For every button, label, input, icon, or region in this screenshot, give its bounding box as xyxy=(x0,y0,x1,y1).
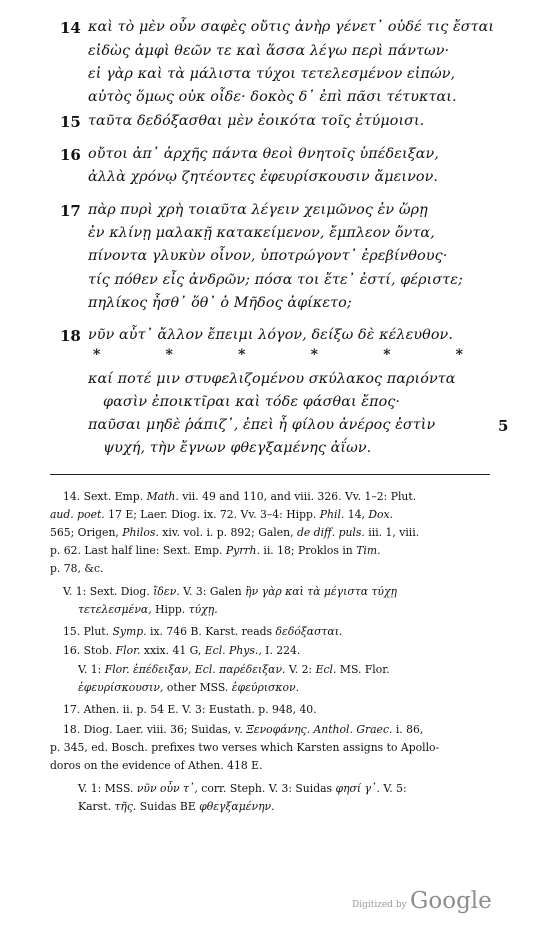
verse-line: ταῦτα δεδόξασθαι μὲν ἐοικότα τοῖς ἐτύμοισι. xyxy=(88,113,425,129)
footnote-text: ii. 18; Proklos in xyxy=(259,544,357,557)
verse-line: νῦν αὖτ᾽ ἄλλον ἔπειμι λόγον, δείξω δὲ κέλευθον. xyxy=(88,327,453,343)
footnote-text: παρέδειξαν. xyxy=(219,663,286,676)
footnote-text: V. 1: MSS. xyxy=(78,782,137,795)
footnote-text: Hipp. xyxy=(151,603,189,616)
asterisk: * xyxy=(238,347,246,363)
footnote-text: 17 E; Laer. Diog. ix. 72. Vv. 3–4: Hipp. xyxy=(104,508,320,521)
fragment-number-15: 15 xyxy=(60,113,81,131)
footnote-text: τετελεσμένα, xyxy=(78,603,152,616)
footnote-text: V. 3: Galen xyxy=(179,585,246,598)
footnote-line xyxy=(50,562,103,575)
footnote-divider xyxy=(50,474,490,475)
footnote-text: τύχῃ. xyxy=(188,603,218,616)
footnote-line xyxy=(50,508,393,521)
footnote-text: ἐφευρίσκουσιν, xyxy=(78,681,164,694)
footnote-text: other MSS. xyxy=(163,681,232,694)
footnote-text: p. 78, &c. xyxy=(50,562,104,575)
footnote-line xyxy=(63,723,423,736)
footnote-text: Karst. xyxy=(78,800,115,813)
footnote-line xyxy=(78,603,218,616)
footnote-text: V. 1: xyxy=(78,663,105,676)
footnote-text: V. 1: Sext. Diog. xyxy=(63,585,154,598)
footnote-line xyxy=(63,585,397,598)
footnote-text: 565; Origen, xyxy=(50,526,123,539)
footnote-text: Ecl. xyxy=(194,663,216,676)
verse-line: ἀλλὰ χρόνῳ ζητέοντες ἐφευρίσκουσιν ἄμεινον. xyxy=(88,169,439,185)
verse-line: καὶ τὸ μὲν οὖν σαφὲς οὔτις ἀνὴρ γένετ᾽ οὐδέ τις ἔσται xyxy=(88,19,495,35)
verse-line: εἰδὼς ἀμφὶ θεῶν τε καὶ ἅσσα λέγω περὶ πάντων· xyxy=(88,43,450,59)
footnote-line xyxy=(50,544,381,557)
footnote-text: 15. Plut. xyxy=(63,625,113,638)
footnote-text: aud. poet. xyxy=(50,508,105,521)
lacuna-asterisks xyxy=(93,347,463,363)
footnote-text: 14, xyxy=(344,508,369,521)
footnote-text: ἐπέδειξαν, xyxy=(133,663,192,676)
footnote-text: Suidas BE xyxy=(136,800,200,813)
footnote-line xyxy=(78,800,275,813)
footnote-text: Tim. xyxy=(356,544,381,557)
footnote-text: ἢν γὰρ καὶ τὰ μέγιστα τύχῃ xyxy=(245,585,397,598)
footnote-text: νῦν οὖν τ᾽, xyxy=(136,782,198,795)
footnote-text: Ecl. Phys., xyxy=(204,644,262,657)
verse-line: ἐν κλίνῃ μαλακῇ κατακείμενον, ἔμπλεον ὄντα, xyxy=(88,225,435,241)
verse-line: φασὶν ἐποικτῖραι καὶ τόδε φάσθαι ἔπος· xyxy=(103,394,401,410)
asterisk: * xyxy=(455,347,463,363)
verse-line: παῦσαι μηδὲ ῥάπιζ᾽, ἐπεὶ ἦ φίλου ἀνέρος ἐστὶν xyxy=(88,417,436,433)
footnote-line xyxy=(63,490,416,503)
footnote-line xyxy=(63,703,317,716)
footnote-text: V. 5: xyxy=(379,782,407,795)
footnote-text: Math. xyxy=(146,490,179,503)
footnote-text: ἐφεύρισκον. xyxy=(231,681,300,694)
verse-line: εἰ γὰρ καὶ τὰ μάλιστα τύχοι τετελεσμένον εἰπών, xyxy=(88,66,456,82)
footnote-text: de diff. puls. xyxy=(296,526,365,539)
footnote-text: xiv. vol. i. p. 892; Galen, xyxy=(158,526,297,539)
footnote-text: doros on the evidence of Athen. 418 E. xyxy=(50,759,263,772)
google-logo: Google xyxy=(410,888,492,914)
margin-line-number: 5 xyxy=(498,417,509,435)
footnote-line xyxy=(78,663,390,676)
fragment-number-16: 16 xyxy=(60,146,81,164)
footnote-line xyxy=(50,741,439,754)
verse-line: πηλίκος ἦσθ᾽ ὅθ᾽ ὁ Μῆδος ἀφίκετο; xyxy=(88,295,352,311)
asterisk: * xyxy=(93,347,101,363)
fragment-number-14: 14 xyxy=(60,19,81,37)
verse-line: πὰρ πυρὶ χρὴ τοιαῦτα λέγειν χειμῶνος ἐν ὥρῃ xyxy=(88,202,428,218)
footnote-text: vii. 49 and 110, and viii. 326. Vv. 1–2: Plut. xyxy=(178,490,417,503)
footnote-text: Dox. xyxy=(368,508,394,521)
footnote-text: I. 224. xyxy=(261,644,301,657)
verse-line: πίνοντα γλυκὺν οἶνον, ὑποτρώγοντ᾽ ἐρεβίνθους· xyxy=(88,248,448,264)
verse-line: καί ποτέ μιν στυφελιζομένου σκύλακος παριόντα xyxy=(88,371,456,387)
footnote-text: 16. Stob. xyxy=(63,644,116,657)
footnote-text: τῆς. xyxy=(114,800,137,813)
footnote-line xyxy=(63,644,300,657)
footnote-text: corr. Steph. V. 3: Suidas xyxy=(197,782,336,795)
fragment-number-17: 17 xyxy=(60,202,81,220)
footnote-text: ix. 746 B. Karst. reads xyxy=(146,625,276,638)
footnote-text: 14. Sext. Emp. xyxy=(63,490,147,503)
footnote-text: Flor. xyxy=(104,663,130,676)
footnote-text: φθεγξαμένην. xyxy=(199,800,275,813)
footnote-line xyxy=(78,681,299,694)
footnote-text: Ecl. xyxy=(315,663,337,676)
asterisk: * xyxy=(165,347,173,363)
footnote-text: V. 2: xyxy=(285,663,316,676)
footnote-text: Pyrrh. xyxy=(225,544,260,557)
footnote-text: Phil. xyxy=(319,508,345,521)
footnote-text: ἴδεν. xyxy=(153,585,180,598)
footnote-text: p. 62. Last half line: Sext. Emp. xyxy=(50,544,226,557)
footnote-text: Ξενοφάνης. xyxy=(246,723,311,736)
verse-line: τίς πόθεν εἶς ἀνδρῶν; πόσα τοι ἔτε᾽ ἐστί, φέριστε; xyxy=(88,272,463,288)
footnote-text: MS. Flor. xyxy=(336,663,390,676)
footnote-text: iii. 1, viii. xyxy=(364,526,420,539)
footnote-text: Philos. xyxy=(122,526,159,539)
footnote-text: δεδόξασται. xyxy=(275,625,343,638)
footnote-text: xxix. 41 G, xyxy=(140,644,205,657)
footnote-line xyxy=(63,625,342,638)
footnote-text: i. 86, xyxy=(392,723,424,736)
footnote-line xyxy=(50,759,263,772)
footnote-text: 17. Athen. ii. p. 54 E. V. 3: Eustath. p. 948, 40. xyxy=(63,703,317,716)
footnote-text: φησί γ᾽. xyxy=(335,782,380,795)
verse-line: οὔτοι ἀπ᾽ ἀρχῆς πάντα θεοὶ θνητοῖς ὑπέδειξαν, xyxy=(88,146,439,162)
footnote-text: p. 345, ed. Bosch. prefixes two verses which Karsten assigns to Apollo- xyxy=(50,741,440,754)
asterisk: * xyxy=(383,347,391,363)
fragment-number-18: 18 xyxy=(60,327,81,345)
footnote-text: Anthol. Graec. xyxy=(313,723,393,736)
verse-line: αὐτὸς ὅμως οὐκ οἶδε· δοκὸς δ᾽ ἐπὶ πᾶσι τέτυκται. xyxy=(88,89,457,105)
digitized-by-label: Digitized by xyxy=(352,900,407,910)
footnote-line xyxy=(50,526,419,539)
footnote-line xyxy=(78,782,407,795)
footnote-text: 18. Diog. Laer. viii. 36; Suidas, v. xyxy=(63,723,247,736)
verse-line: ψυχή, τὴν ἔγνων φθεγξαμένης ἀΐων. xyxy=(103,440,372,456)
footnote-text: Symp. xyxy=(112,625,147,638)
footnote-text: Flor. xyxy=(115,644,141,657)
asterisk: * xyxy=(310,347,318,363)
